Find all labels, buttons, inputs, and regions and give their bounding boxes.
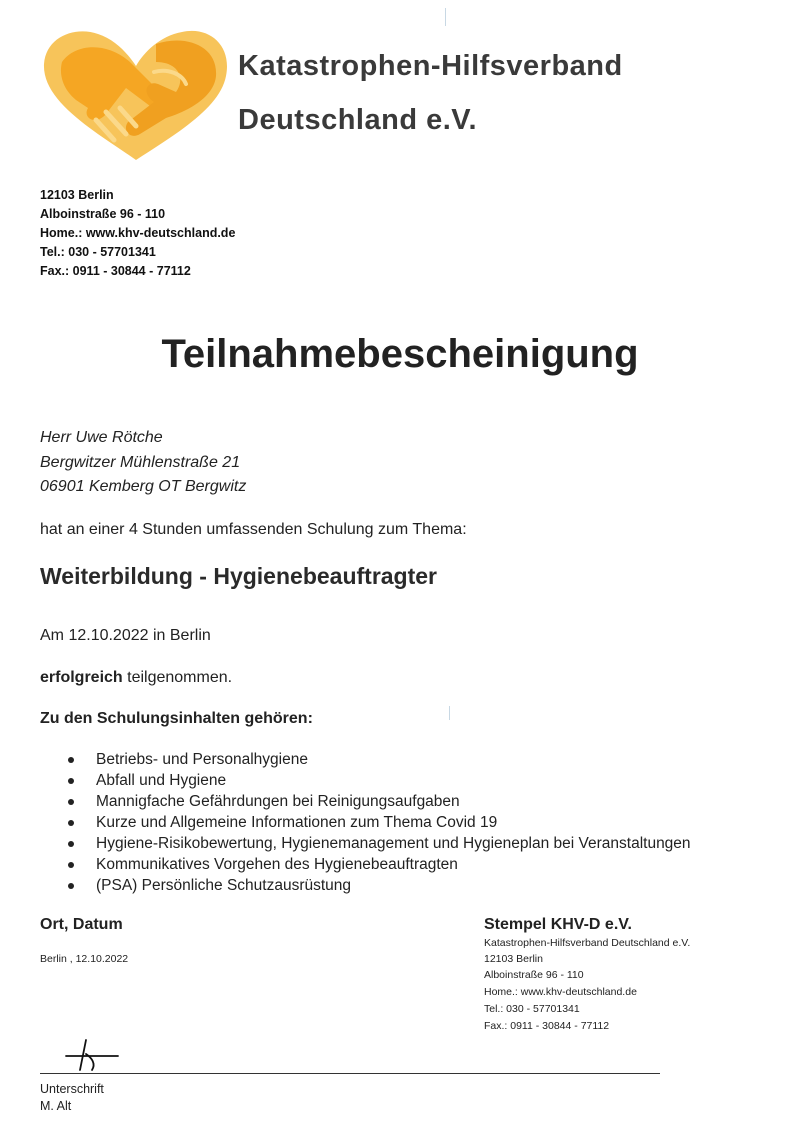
page-title: Teilnahmebescheinigung — [161, 332, 639, 376]
intro-text: hat an einer 4 Stunden umfassenden Schulung zum Thema: — [40, 521, 467, 538]
address-street: Alboinstraße 96 - 110 — [40, 207, 166, 221]
list-item: Kurze und Allgemeine Informationen zum Thema Covid 19 — [62, 812, 691, 833]
bullet-icon — [68, 820, 74, 826]
stamp-line: Home.: www.khv-deutschland.de — [484, 986, 637, 998]
helping-hands-heart-icon — [36, 22, 236, 164]
list-item: Kommunikatives Vorgehen des Hygienebeauftragten — [62, 854, 691, 875]
result-line — [40, 669, 232, 687]
course-topic: Weiterbildung - Hygienebeauftragter — [40, 563, 438, 589]
signature-name: M. Alt — [40, 1099, 72, 1113]
org-name-line2: Deutschland e.V. — [238, 104, 478, 136]
list-item: Abfall und Hygiene — [62, 770, 691, 791]
address-tel: Tel.: 030 - 57701341 — [40, 245, 156, 259]
list-item: Betriebs- und Personalhygiene — [62, 749, 691, 770]
stamp-line: 12103 Berlin — [484, 953, 543, 965]
place-date-value: Berlin , 12.10.2022 — [40, 953, 129, 965]
list-item: Hygiene-Risikobewertung, Hygienemanagement und Hygieneplan bei Veranstaltungen — [62, 833, 691, 854]
list-item: Mannigfache Gefährdungen bei Reinigungsaufgaben — [62, 791, 691, 812]
stamp-line: Fax.: 0911 - 30844 - 77112 — [484, 1020, 610, 1032]
bullet-icon — [68, 799, 74, 805]
address-home: Home.: www.khv-deutschland.de — [40, 226, 236, 240]
stamp-line: Alboinstraße 96 - 110 — [484, 969, 584, 981]
contents-heading: Zu den Schulungsinhalten gehören: — [40, 710, 313, 727]
bullet-icon — [68, 862, 74, 868]
address-fax: Fax.: 0911 - 30844 - 77112 — [40, 264, 191, 278]
signature-line — [40, 1073, 660, 1074]
stamp-line: Katastrophen-Hilfsverband Deutschland e.V. — [484, 937, 691, 949]
scan-artifact — [449, 706, 450, 720]
signature-mark — [62, 1036, 122, 1072]
recipient-street: Bergwitzer Mühlenstraße 21 — [40, 454, 241, 471]
bullet-icon — [68, 757, 74, 763]
recipient-city: 06901 Kemberg OT Bergwitz — [40, 478, 247, 495]
date-line: Am 12.10.2022 in Berlin — [40, 627, 211, 644]
recipient-name: Herr Uwe Rötche — [40, 429, 163, 446]
address-city: 12103 Berlin — [40, 188, 114, 202]
result-bold: erfolgreich — [40, 669, 123, 686]
list-item: (PSA) Persönliche Schutzausrüstung — [62, 875, 691, 896]
stamp-label: Stempel KHV-D e.V. — [484, 916, 632, 933]
scan-artifact — [445, 8, 446, 26]
bullet-icon — [68, 841, 74, 847]
bullet-icon — [68, 778, 74, 784]
org-name-line1: Katastrophen-Hilfsverband — [238, 50, 623, 82]
result-rest: teilgenommen. — [122, 669, 233, 686]
contents-list — [62, 749, 691, 896]
bullet-icon — [68, 883, 74, 889]
place-date-label: Ort, Datum — [40, 916, 123, 933]
signature-label: Unterschrift — [40, 1082, 104, 1096]
stamp-line: Tel.: 030 - 57701341 — [484, 1003, 580, 1015]
